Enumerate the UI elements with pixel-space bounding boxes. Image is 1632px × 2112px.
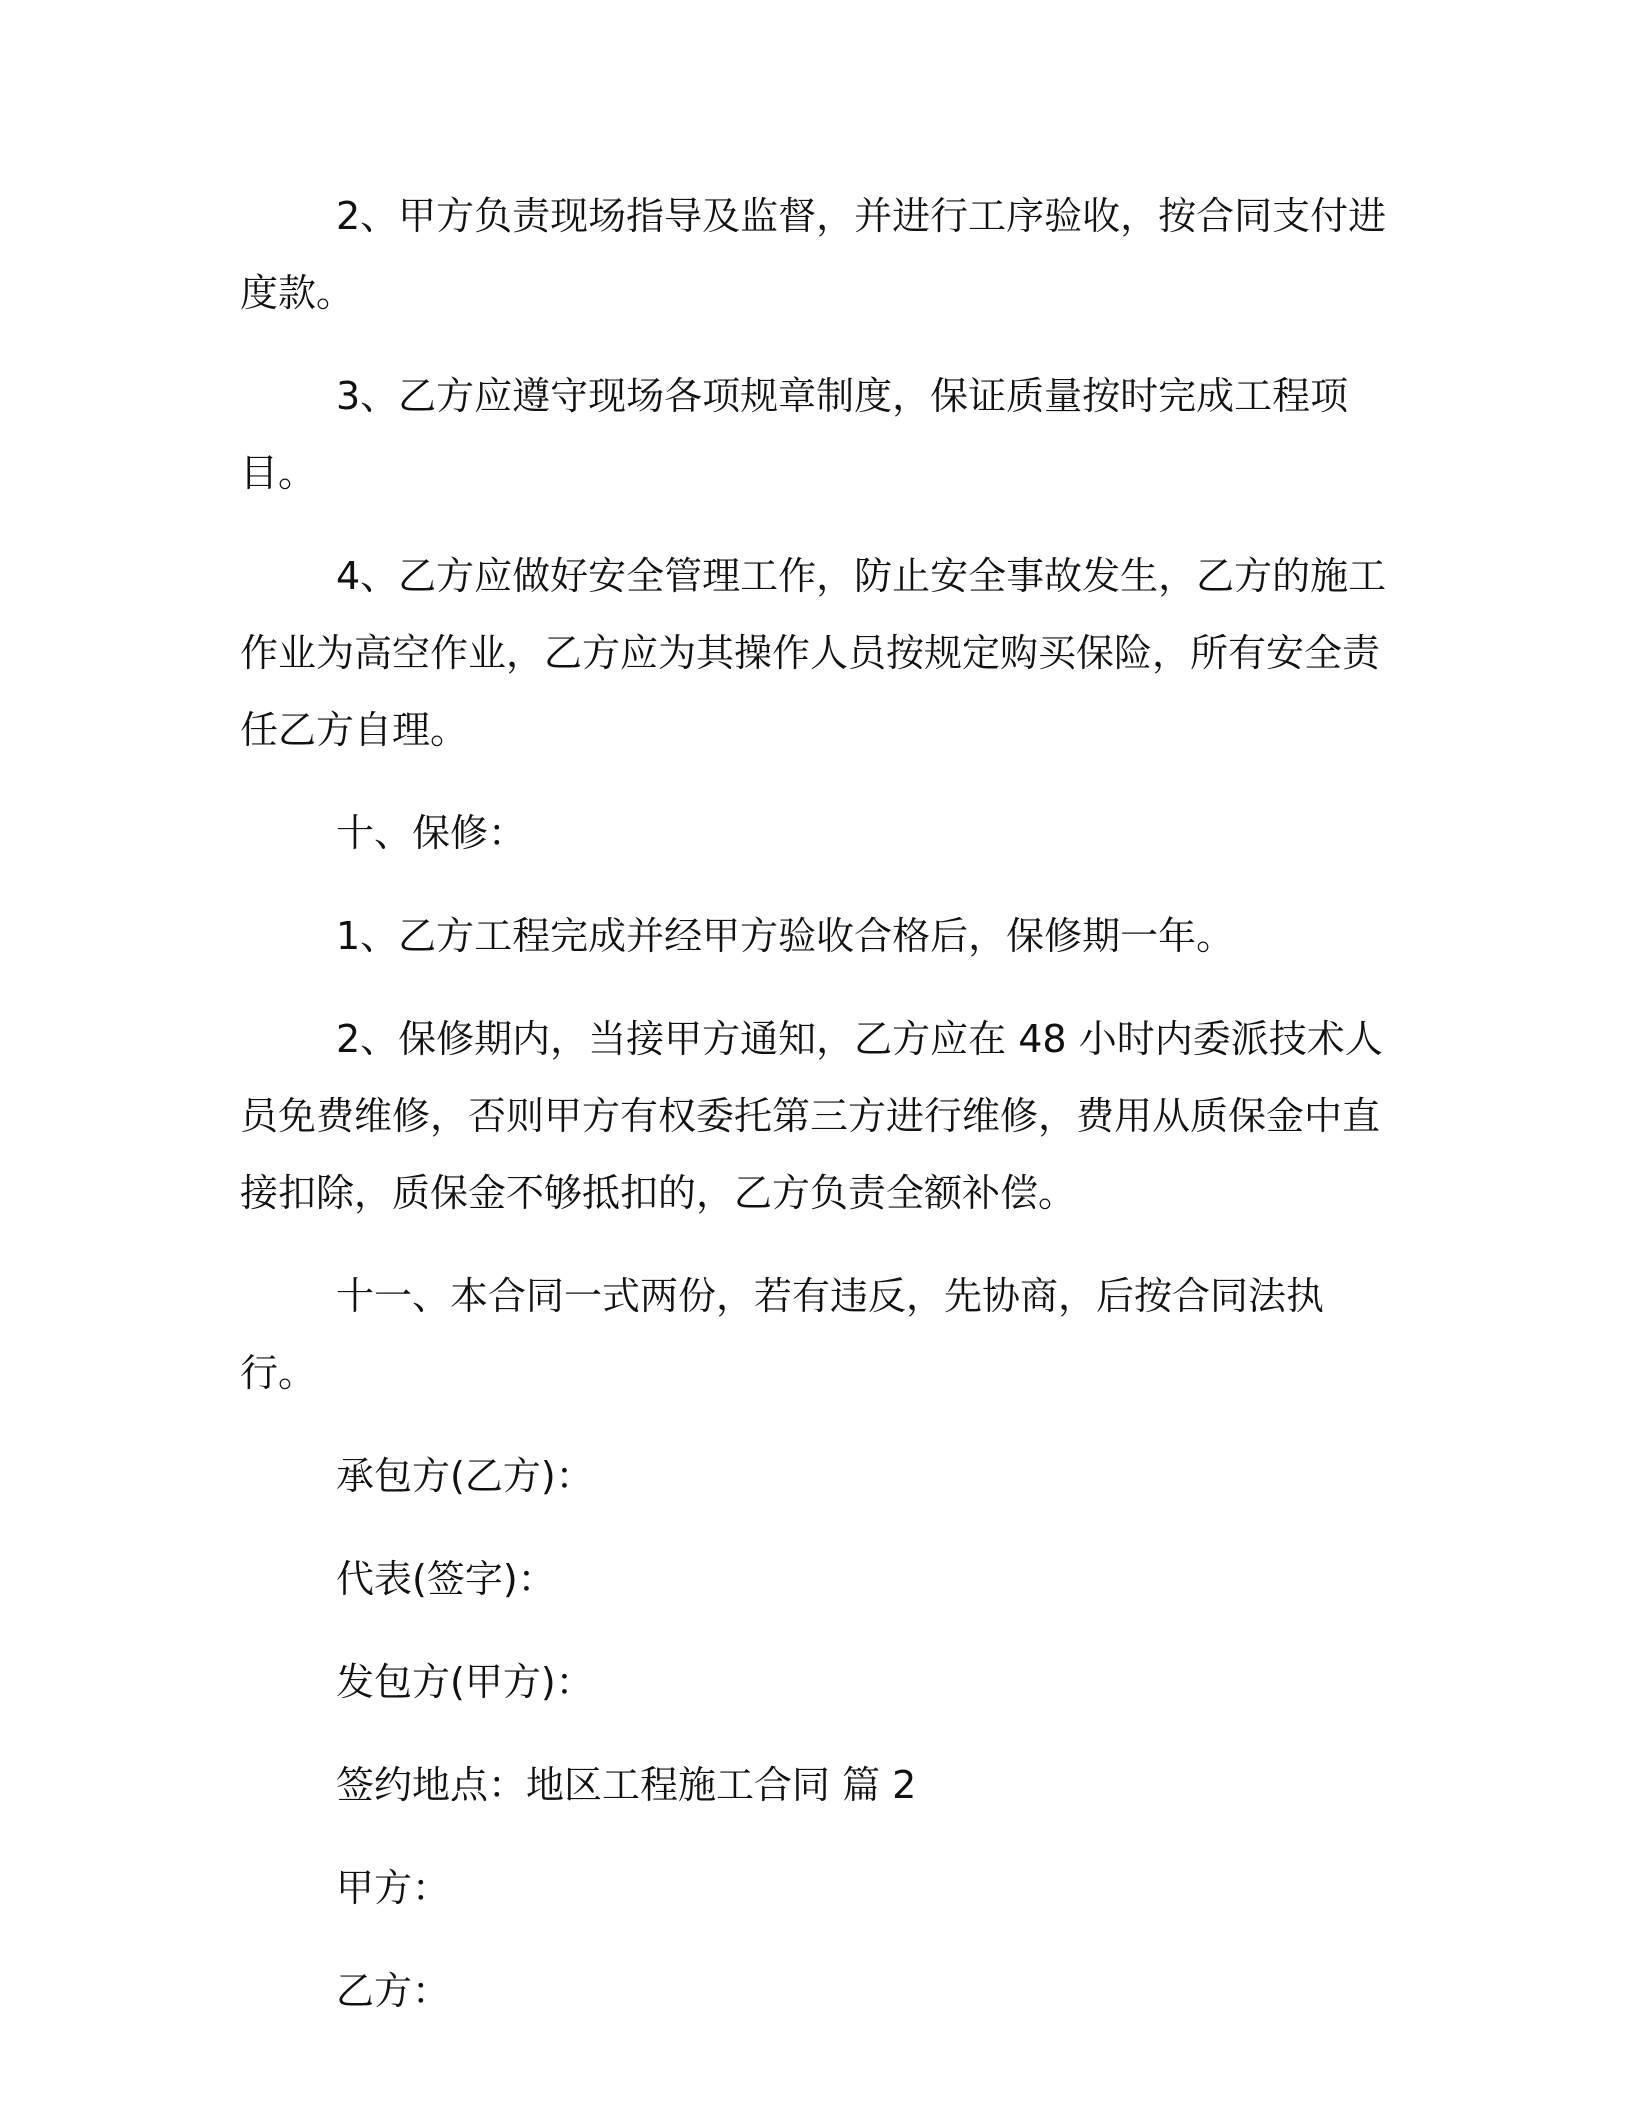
contractor-party-label: 承包方(乙方)： [336, 1454, 594, 1498]
paragraph-warranty-2: 2、保修期内，当接甲方通知，乙方应在 48 小时内委派技术人员免费维修，否则甲方有权委托第三方进行维修，费用从质保金中直接扣除，质保金不够抵扣的，乙方负责全额补偿。 [240, 1017, 1383, 1215]
paragraph-clause-2: 2、甲方负责现场指导及监督，并进行工序验收，按合同支付进度款。 [240, 194, 1387, 315]
signing-location-label: 签约地点：地区工程施工合同 篇 2 [336, 1763, 917, 1807]
paragraph-warranty-1: 1、乙方工程完成并经甲方验收合格后，保修期一年。 [336, 914, 1235, 958]
party-a-label: 甲方： [336, 1866, 451, 1910]
party-b-label: 乙方： [336, 1969, 451, 2013]
section-heading-warranty: 十、保修： [336, 811, 527, 855]
paragraph-clause-4: 4、乙方应做好安全管理工作，防止安全事故发生，乙方的施工作业为高空作业，乙方应为其操作人员按规定购买保险，所有安全责任乙方自理。 [240, 554, 1387, 752]
client-party-label: 发包方(甲方)： [336, 1660, 594, 1704]
document-body [240, 178, 1390, 2056]
representative-signature-label: 代表(签字)： [336, 1557, 556, 1601]
paragraph-clause-3: 3、乙方应遵守现场各项规章制度，保证质量按时完成工程项目。 [240, 374, 1349, 495]
paragraph-section-11: 十一、本合同一式两份，若有违反，先协商，后按合同法执行。 [240, 1274, 1325, 1395]
